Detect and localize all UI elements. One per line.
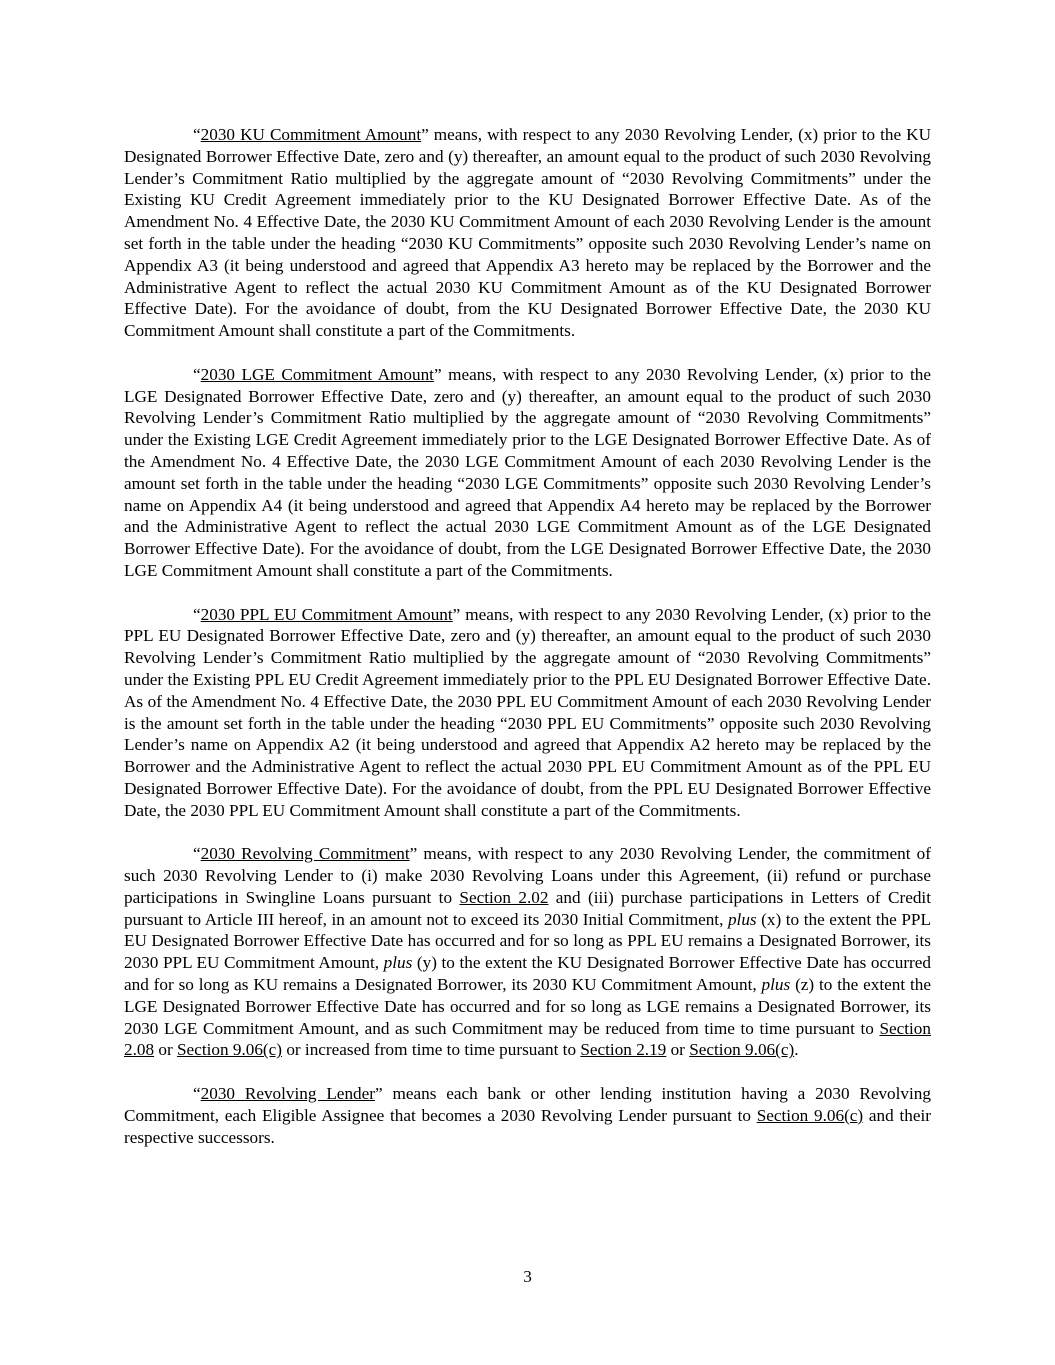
quote-close: ” [409, 844, 418, 864]
definition-text: or [154, 1040, 177, 1060]
section-reference-9-06c: Section 9.06(c) [756, 1105, 864, 1125]
definition-text: or increased from time to time pursuant to [282, 1040, 581, 1060]
definition-text: means, with respect to any 2030 Revolving Lender, (x) prior to the LGE Designated Borrower Effective Date, zero and (y) thereafter, an amount equal to the product of such 2030 Revolving Lender’s Commitment Ratio multiplied by the aggregate amount of “2030 Revolving Commitments” under the Existing LGE Credit Agreement immediately prior to the LGE Designated Borrower Effective Date. As of the Amendment No. 4 Effective Date, the 2030 LGE Commitment Amount of each 2030 Revolving Lender is the amount set forth in the table under the heading “2030 LGE Commitments” opposite such 2030 Revolving Lender’s name on Appendix A4 (it being understood and agreed that Appendix A4 hereto may be replaced by the Borrower and the Administrative Agent to reflect the actual 2030 LGE Commitment Amount as of the LGE Designated Borrower Effective Date). For the avoidance of doubt, from the LGE Designated Borrower Effective Date, the 2030 LGE Commitment Amount shall constitute a part of the Commitments. [124, 364, 931, 580]
definition-text: and (iii) purchase participations in Letters of Credit pursuant to Article III hereof, in an amount not to exceed its 2030 Initial Commitment, [124, 887, 931, 929]
definition-text: means, with respect to any 2030 Revolving Lender, (x) prior to the PPL EU Designated Borrower Effective Date, zero and (y) thereafter, an amount equal to the product of such 2030 Revolving Lender’s Commitment Ratio multiplied by the aggregate amount of “2030 Revolving Commitments” under the Existing PPL EU Credit Agreement immediately prior to the PPL EU Designated Borrower Effective Date. As of the Amendment No. 4 Effective Date, the 2030 PPL EU Commitment Amount of each 2030 Revolving Lender is the amount set forth in the table under the heading “2030 PPL EU Commitments” opposite such 2030 Revolving Lender’s name on Appendix A2 (it being understood and agreed that Appendix A2 hereto may be replaced by the Borrower and the Administrative Agent to reflect the actual 2030 PPL EU Commitment Amount as of the PPL EU Designated Borrower Effective Date). For the avoidance of doubt, from the PPL EU Designated Borrower Effective Date, the 2030 PPL EU Commitment Amount shall constitute a part of the Commitments. [124, 604, 931, 820]
defined-term: 2030 Revolving Lender [200, 1084, 375, 1104]
definition-2030-revolving-lender [124, 1083, 931, 1148]
quote-open: “ [193, 364, 201, 384]
section-reference-9-06c: Section 9.06(c) [689, 1040, 795, 1060]
quote-close: ” [374, 1084, 383, 1104]
definition-text: and their respective successors. [124, 1105, 931, 1147]
definition-2030-ppl-eu-commitment-amount [124, 604, 931, 822]
definition-text: means, with respect to any 2030 Revolving Lender, the commitment of such 2030 Revolving Lender to (i) make 2030 Revolving Loans under this Agreement, (ii) refund or purchase participations in Swingline Loans pursuant to [124, 844, 931, 907]
definition-2030-lge-commitment-amount [124, 364, 931, 582]
quote-close: ” [452, 604, 461, 624]
quote-close: ” [433, 364, 442, 384]
definition-text: or [666, 1040, 690, 1060]
definition-2030-revolving-commitment [124, 843, 931, 1061]
section-reference-2-08: Section 2.08 [124, 1018, 931, 1060]
section-reference-2-02: Section 2.02 [459, 887, 549, 907]
plus-italic: plus [761, 975, 791, 995]
quote-open: “ [193, 844, 201, 864]
quote-open: “ [193, 1084, 201, 1104]
plus-italic: plus [383, 953, 413, 973]
definition-text: (z) to the extent the LGE Designated Borrower Effective Date has occurred and for so long as LGE remains a Designated Borrower, its 2030 LGE Commitment Amount, and as such Commitment may be reduced from time to time pursuant to [124, 975, 931, 1038]
definition-2030-ku-commitment-amount [124, 124, 931, 342]
defined-term: 2030 Revolving Commitment [200, 844, 410, 864]
definition-text: means each bank or other lending institution having a 2030 Revolving Commitment, each Eligible Assignee that becomes a 2030 Revolving Lender pursuant to [124, 1084, 931, 1125]
page-number: 3 [523, 1267, 532, 1286]
defined-term: 2030 KU Commitment Amount [200, 125, 422, 144]
definition-text: (y) to the extent the KU Designated Borrower Effective Date has occurred and for so long as KU remains a Designated Borrower, its 2030 KU Commitment Amount, [124, 953, 931, 995]
quote-open: “ [193, 125, 201, 144]
definition-text: means, with respect to any 2030 Revolving Lender, (x) prior to the KU Designated Borrower Effective Date, zero and (y) thereafter, an amount equal to the product of such 2030 Revolving Lender’s Commitment Ratio multiplied by the aggregate amount of “2030 Revolving Commitments” under the Existing KU Credit Agreement immediately prior to the KU Designated Borrower Effective Date. As of the Amendment No. 4 Effective Date, the 2030 KU Commitment Amount of each 2030 Revolving Lender is the amount set forth in the table under the heading “2030 KU Commitments” opposite such 2030 Revolving Lender’s name on Appendix A3 (it being understood and agreed that Appendix A3 hereto may be replaced by the Borrower and the Administrative Agent to reflect the actual 2030 KU Commitment Amount as of the KU Designated Borrower Effective Date). For the avoidance of doubt, from the KU Designated Borrower Effective Date, the 2030 KU Commitment Amount shall constitute a part of the Commitments. [124, 125, 931, 341]
quote-open: “ [193, 604, 201, 624]
document-body [124, 124, 931, 1170]
quote-close: ” [421, 125, 429, 144]
section-reference-9-06c: Section 9.06(c) [177, 1040, 283, 1060]
section-reference-2-19: Section 2.19 [580, 1040, 667, 1060]
plus-italic: plus [727, 909, 757, 929]
defined-term: 2030 LGE Commitment Amount [200, 364, 434, 384]
definition-text: (x) to the extent the PPL EU Designated Borrower Effective Date has occurred and for so long as PPL EU remains a Designated Borrower, its 2030 PPL EU Commitment Amount, [124, 909, 931, 973]
definition-text: . [794, 1040, 799, 1060]
defined-term: 2030 PPL EU Commitment Amount [200, 604, 453, 624]
